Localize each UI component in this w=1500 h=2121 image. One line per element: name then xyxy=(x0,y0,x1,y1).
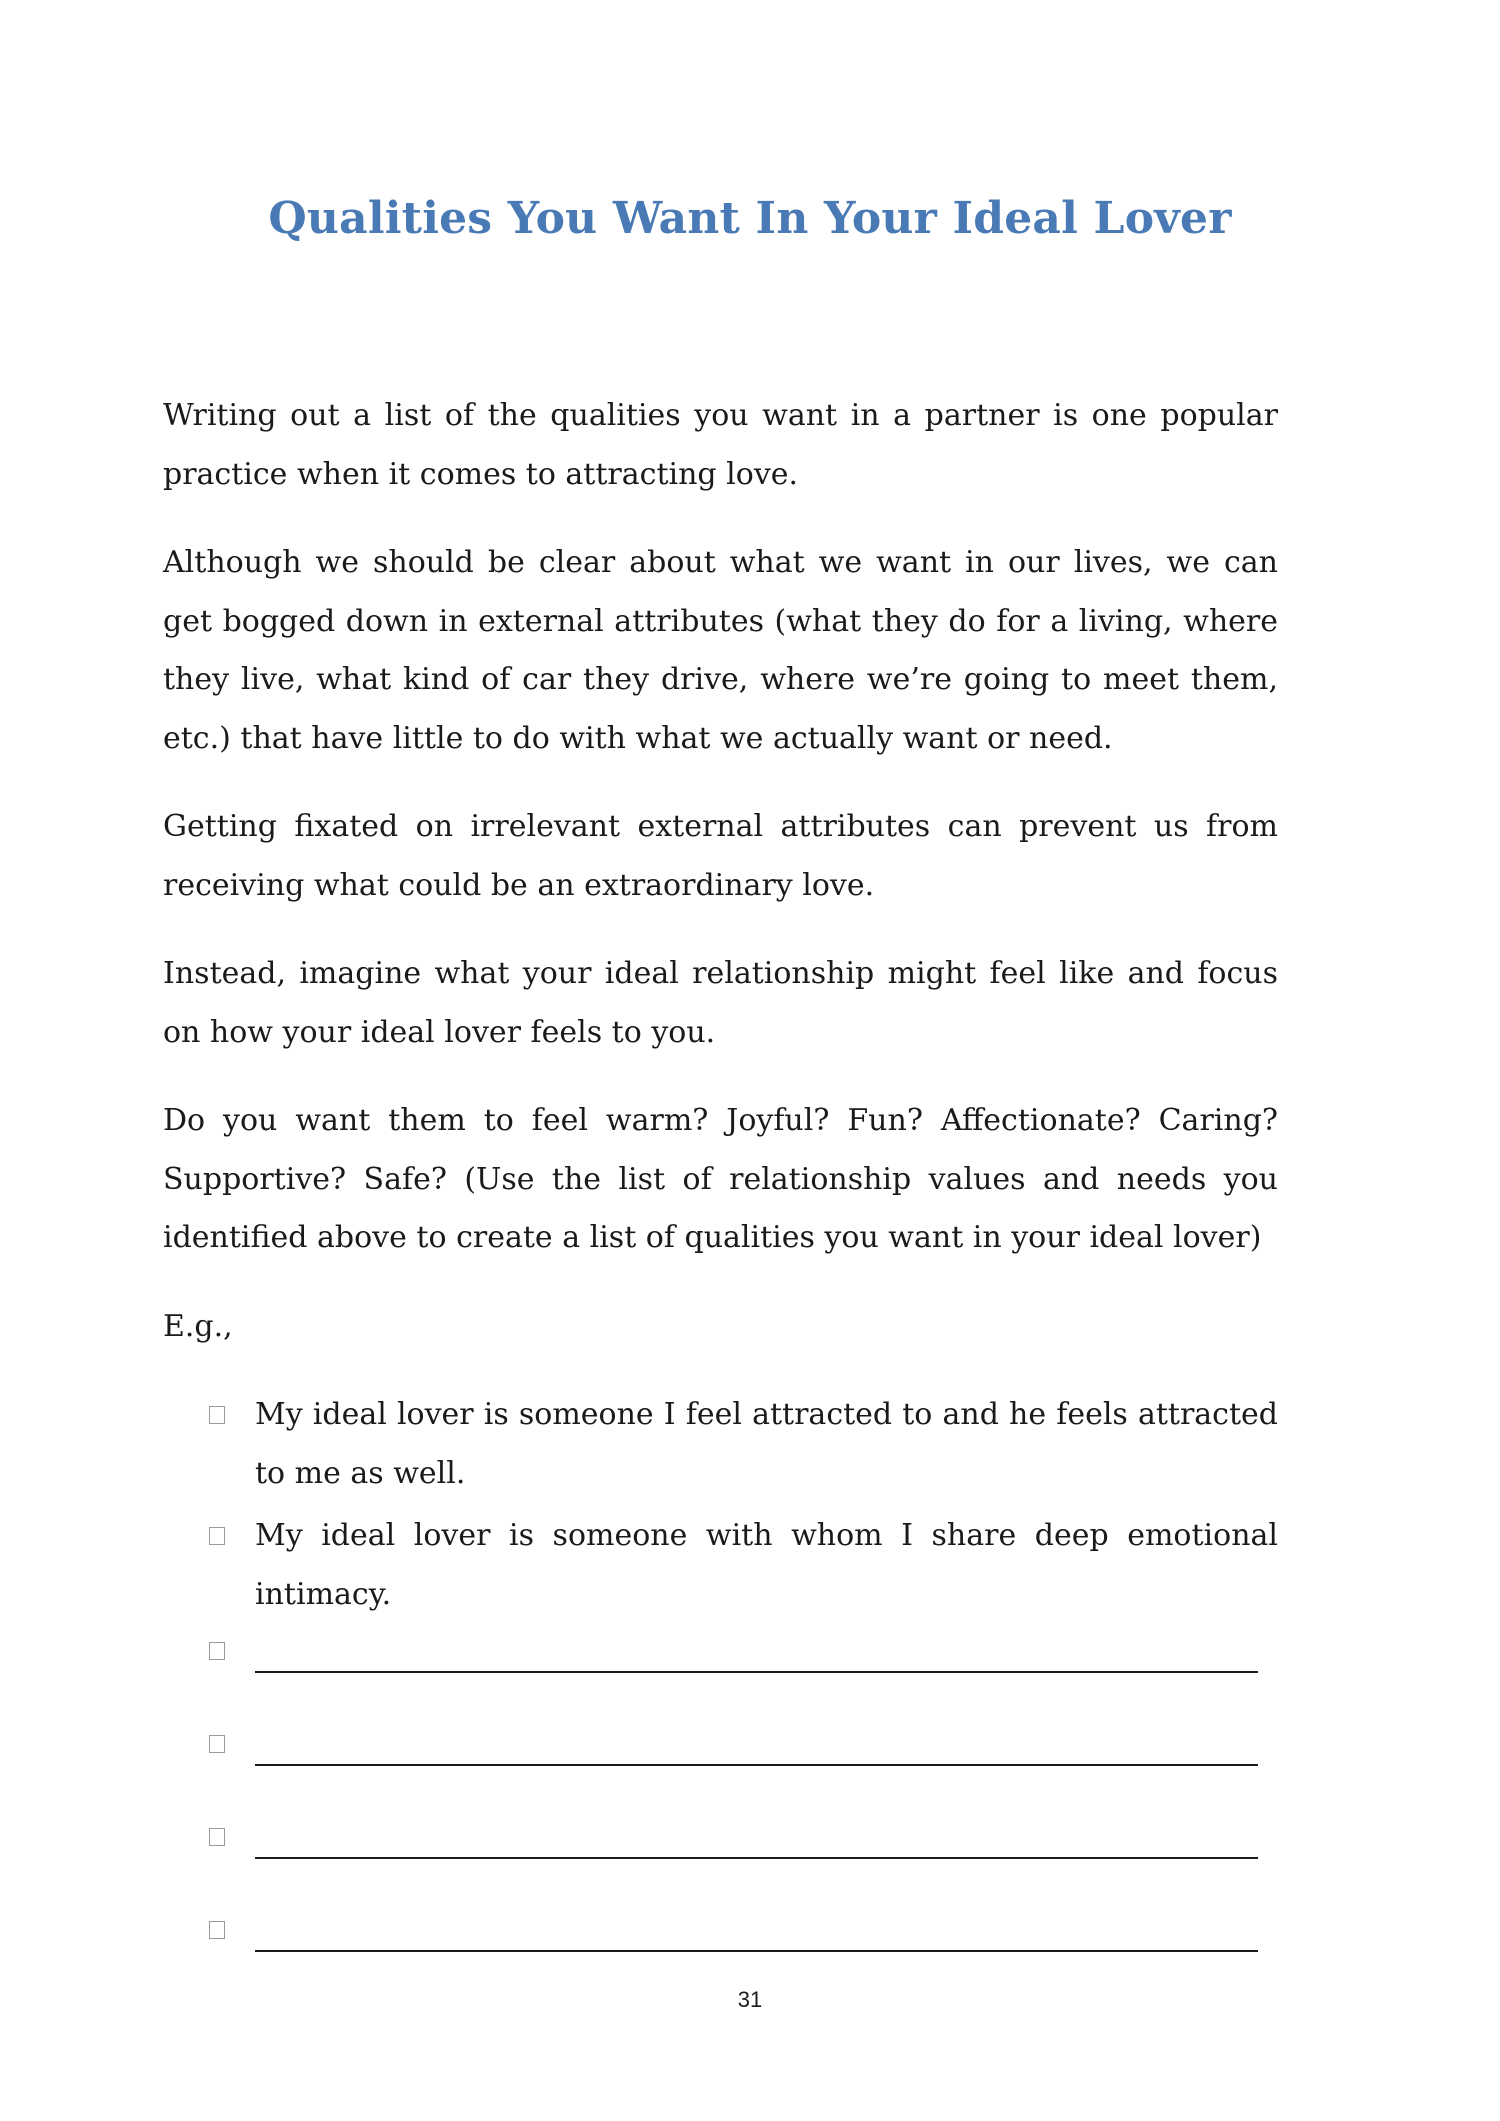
list-item-text: My ideal lover is someone with whom I share deep emotional intimacy. xyxy=(255,1518,1278,1612)
page-number: 31 xyxy=(737,1987,763,2012)
list-item xyxy=(163,1386,1278,1503)
checkbox-icon[interactable] xyxy=(209,1527,225,1545)
paragraph: Do you want them to feel warm? Joyful? Fun? Affectionate? Caring? Supportive? Safe? (Use the list of relationship values and needs you identified above to create a list of qualities you want in your ideal lover) xyxy=(163,1103,1278,1255)
blank-list-item xyxy=(163,1721,1278,1814)
list-item-text: My ideal lover is someone I feel attracted to and he feels attracted to me as well. xyxy=(255,1397,1278,1491)
paragraph: Getting fixated on irrelevant external attributes can prevent us from receiving what could be an extraordinary love. xyxy=(163,809,1278,903)
paragraph: Instead, imagine what your ideal relationship might feel like and focus on how your ideal lover feels to you. xyxy=(163,956,1278,1050)
qualities-checklist xyxy=(163,1386,1278,2000)
checkbox-icon[interactable] xyxy=(209,1828,225,1846)
body-text xyxy=(163,387,1278,2000)
checkbox-icon[interactable] xyxy=(209,1921,225,1939)
blank-write-in-line[interactable] xyxy=(255,1671,1258,1673)
checkbox-icon[interactable] xyxy=(209,1735,225,1753)
paragraph: Writing out a list of the qualities you want in a partner is one popular practice when it comes to attracting love. xyxy=(163,398,1278,492)
eg-label: E.g., xyxy=(163,1308,233,1344)
checkbox-icon[interactable] xyxy=(209,1642,225,1660)
paragraph: Although we should be clear about what we want in our lives, we can get bogged down in external attributes (what they do for a living, where they live, what kind of car they drive, where we’re going to meet them, etc.) that have little to do with what we actually want or need. xyxy=(163,545,1278,756)
checkbox-icon[interactable] xyxy=(209,1406,225,1424)
blank-write-in-line[interactable] xyxy=(255,1857,1258,1859)
blank-write-in-line[interactable] xyxy=(255,1950,1258,1952)
blank-list-item xyxy=(163,1814,1278,1907)
page-title: Qualities You Want In Your Ideal Lover xyxy=(268,193,1232,244)
list-item xyxy=(163,1507,1278,1624)
blank-write-in-line[interactable] xyxy=(255,1764,1258,1766)
blank-list-item xyxy=(163,1628,1278,1721)
